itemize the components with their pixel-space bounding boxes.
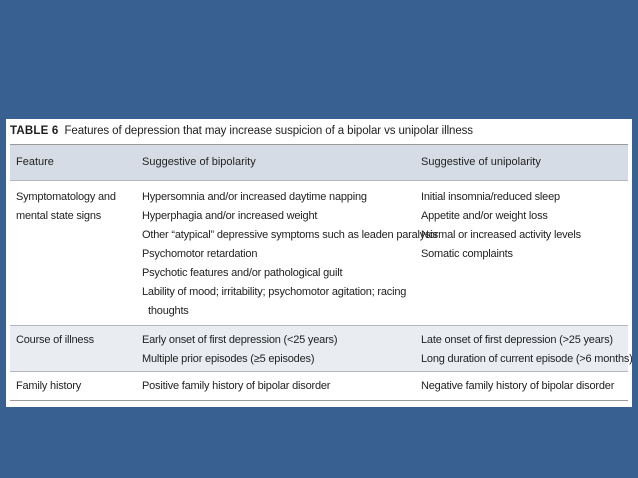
- row-1-bipolar: [142, 188, 438, 321]
- table-title: Features of depression that may increase suspicion of a bipolar vs unipolar illness: [64, 125, 473, 137]
- cell-line: Negative family history of bipolar disorder: [421, 380, 615, 392]
- cell-line: Lability of mood; irritability; psychomotor agitation; racing: [142, 286, 407, 298]
- cell-line: Positive family history of bipolar disorder: [142, 380, 331, 392]
- row-2-bipolar: [142, 331, 337, 369]
- row-3-feature: [16, 377, 81, 396]
- cell-line: Somatic complaints: [421, 248, 513, 260]
- cell-line: Initial insomnia/reduced sleep: [421, 191, 560, 203]
- table-bottom-rule: [10, 400, 628, 401]
- table-caption: [10, 125, 473, 137]
- cell-line: Long duration of current episode (>6 months): [421, 353, 633, 365]
- row-3-bipolar: [142, 377, 330, 396]
- cell-line: Multiple prior episodes (≥5 episodes): [142, 353, 315, 365]
- cell-line: Psychotic features and/or pathological guilt: [142, 267, 343, 279]
- cell-line: Hyperphagia and/or increased weight: [142, 210, 318, 222]
- cell-line: Symptomatology and: [16, 191, 116, 203]
- row-divider: [10, 371, 628, 372]
- cell-line: Family history: [16, 380, 82, 392]
- header-bipolarity: Suggestive of bipolarity: [142, 156, 256, 168]
- row-2-unipolar: [421, 331, 633, 369]
- cell-line: Hypersomnia and/or increased daytime napping: [142, 191, 367, 203]
- table-panel: [6, 119, 632, 407]
- cell-line: thoughts: [148, 305, 189, 317]
- row-1-unipolar: [421, 188, 581, 264]
- row-3-unipolar: [421, 377, 614, 396]
- cell-line: Late onset of first depression (>25 years): [421, 334, 613, 346]
- cell-line: Appetite and/or weight loss: [421, 210, 548, 222]
- row-2-feature: [16, 331, 94, 350]
- cell-line: Psychomotor retardation: [142, 248, 258, 260]
- table-label: TABLE 6: [10, 125, 59, 137]
- row-divider: [10, 180, 628, 181]
- cell-line: Early onset of first depression (<25 years): [142, 334, 338, 346]
- cell-line: Other “atypical” depressive symptoms such as leaden paralysis: [142, 229, 438, 241]
- cell-line: Normal or increased activity levels: [421, 229, 581, 241]
- cell-line: Course of illness: [16, 334, 94, 346]
- cell-line: mental state signs: [16, 210, 102, 222]
- header-feature: Feature: [16, 156, 54, 168]
- row-1-feature: [16, 188, 116, 226]
- header-unipolarity: Suggestive of unipolarity: [421, 156, 541, 168]
